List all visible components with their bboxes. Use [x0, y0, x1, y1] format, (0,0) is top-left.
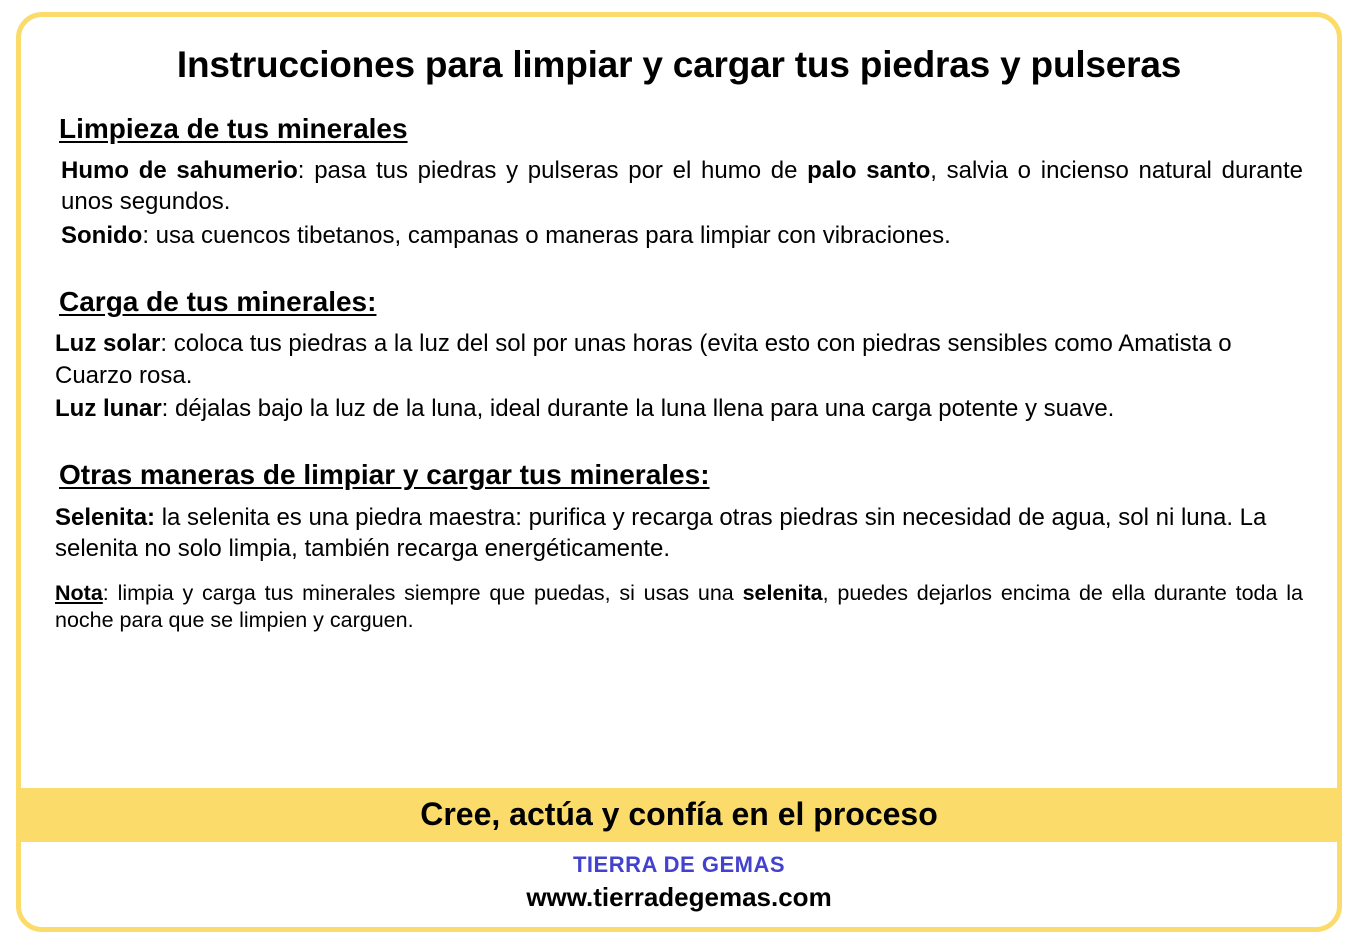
item-text-after-bold: , salvia o incienso natural durante unos segundos. [61, 157, 1303, 216]
item-lead-label: Selenita: [55, 503, 156, 531]
note-lead-separator: : [102, 580, 118, 605]
item-selenita [55, 502, 1303, 564]
note-lead-label: Nota [55, 580, 103, 605]
page-title: Instrucciones para limpiar y cargar tus piedras y pulseras [176, 44, 1182, 85]
note-text-before-bold: limpia y carga tus minerales siempre que puedas, si usas una [117, 580, 743, 605]
section-otras-items [55, 502, 1303, 564]
slogan-banner: Cree, actúa y confía en el proceso [21, 788, 1337, 842]
website-url[interactable]: www.tierradegemas.com [526, 882, 832, 912]
item-text: déjalas bajo la luz de la luna, ideal durante la luna llena para una carga potente y suave. [175, 394, 1115, 422]
section-limpieza-items [55, 155, 1303, 251]
item-bold-inline: palo santo [807, 157, 931, 185]
item-sonido [55, 220, 1303, 251]
item-lead-separator [155, 504, 162, 531]
spacer [55, 570, 1303, 580]
item-lead-label: Sonido [61, 221, 143, 249]
instructions-card [16, 12, 1342, 932]
item-luz-solar [55, 328, 1303, 390]
document-body [21, 17, 1337, 788]
item-text: usa cuencos tibetanos, campanas o maneras para limpiar con vibraciones. [155, 221, 951, 249]
item-lead-separator: : [142, 221, 156, 249]
item-text: la selenita es una piedra maestra: purifica y recarga otras piedras sin necesidad de agua, sol ni luna. La selenita no solo limpia, también recarga energéticamente. [55, 503, 1267, 562]
item-text: coloca tus piedras a la luz del sol por unas horas (evita esto con piedras sensibles como Amatista o Cuarzo rosa. [55, 330, 1232, 389]
section-heading-limpieza: Limpieza de tus minerales [59, 112, 408, 144]
item-lead-label: Humo de sahumerio [61, 157, 298, 185]
note-paragraph [55, 580, 1303, 634]
brand-name: TIERRA DE GEMAS [572, 852, 786, 877]
spacer [55, 257, 1303, 267]
section-carga-items [55, 328, 1303, 424]
note-text-after-bold: , puedes dejarlos encima de ella durante toda la noche para que se limpien y carguen. [55, 580, 1304, 632]
section-heading-otras-maneras: Otras maneras de limpiar y cargar tus minerales: [59, 459, 710, 490]
item-lead-label: Luz solar [55, 330, 161, 358]
note-bold-inline: selenita [742, 580, 823, 605]
item-humo-de-sahumerio [55, 155, 1303, 217]
item-lead-separator: : [297, 157, 315, 185]
item-text-before-bold: pasa tus piedras y pulseras por el humo de [314, 157, 808, 185]
item-lead-label: Luz lunar [55, 394, 162, 422]
section-heading-carga: Carga de tus minerales: [59, 285, 377, 317]
item-lead-separator: : [161, 394, 176, 422]
footer [21, 842, 1337, 927]
item-luz-lunar [55, 393, 1303, 424]
spacer [55, 430, 1303, 440]
item-lead-separator: : [160, 330, 174, 358]
